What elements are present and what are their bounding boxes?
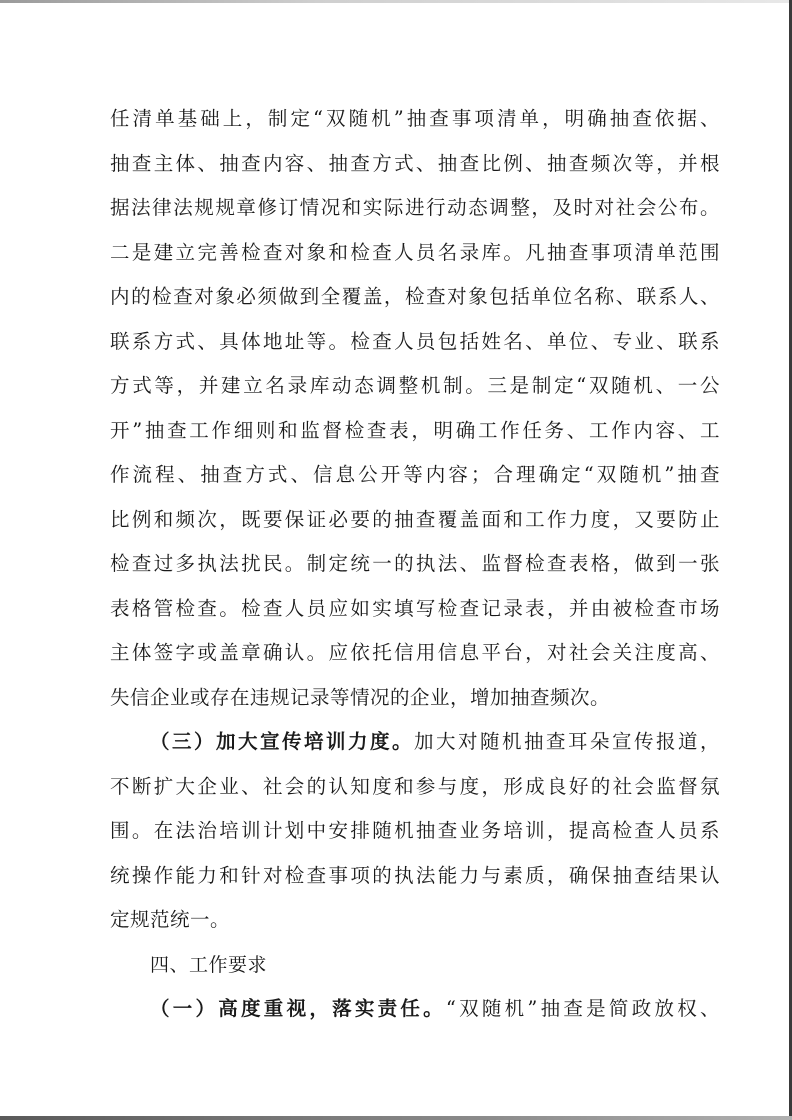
text-line: 不断扩大企业、社会的认知度和参与度，形成良好的社会监督氛 xyxy=(110,774,720,798)
paragraph-3 xyxy=(110,987,720,1032)
text-line: 统操作能力和针对检查事项的执法能力与素质，确保抽查结果认 xyxy=(110,863,720,887)
text-line: 主体签字或盖章确认。应依托信用信息平台，对社会关注度高、 xyxy=(110,641,720,664)
paragraph-heading-line xyxy=(110,720,720,765)
text-line: 检查过多执法扰民。制定统一的执法、监督检查表格，做到一张 xyxy=(110,552,720,575)
text-line: 抽查主体、抽查内容、抽查方式、抽查比例、抽查频次等，并根 xyxy=(110,151,720,175)
text-line: 定规范统一。 xyxy=(110,908,231,931)
text-line: 作流程、抽查方式、信息公开等内容；合理确定“双随机”抽查 xyxy=(110,463,720,486)
section-title: 四、工作要求 xyxy=(150,953,268,976)
scan-edge-top xyxy=(0,0,792,3)
text-line: 方式等，并建立名录库动态调整机制。三是制定“双随机、一公 xyxy=(110,374,720,397)
scan-edge-bottom xyxy=(0,1116,792,1120)
paragraph-2 xyxy=(110,720,720,943)
text-run: “双随机”抽查是简政放权、 xyxy=(445,997,720,1020)
text-line: 开”抽查工作细则和监督检查表，明确工作任务、工作内容、工 xyxy=(110,418,720,442)
document-page xyxy=(110,97,720,1032)
paragraph-1 xyxy=(110,97,720,720)
subsection-heading: （一）高度重视，落实责任。 xyxy=(150,997,446,1020)
text-line: 表格管检查。检查人员应如实填写检查记录表，并由被检查市场 xyxy=(110,596,720,620)
text-line: 围。在法治培训计划中安排随机抽查业务培训，提高检查人员系 xyxy=(110,819,720,842)
text-line: 据法律法规规章修订情况和实际进行动态调整，及时对社会公布。 xyxy=(110,196,720,219)
text-line: 失信企业或存在违规记录等情况的企业，增加抽查频次。 xyxy=(110,685,611,709)
text-line: 比例和频次，既要保证必要的抽查覆盖面和工作力度，又要防止 xyxy=(110,507,720,531)
paragraph-heading-line xyxy=(110,987,720,1032)
text-line: 联系方式、具体地址等。检查人员包括姓名、单位、专业、联系 xyxy=(110,329,720,353)
text-line: 二是建立完善检查对象和检查人员名录库。凡抽查事项清单范围 xyxy=(110,240,720,264)
subsection-heading: （三）加大宣传培训力度。 xyxy=(150,730,414,753)
text-run: 加大对随机抽查耳朵宣传报道， xyxy=(414,730,720,753)
text-line: 内的检查对象必须做到全覆盖，检查对象包括单位名称、联系人、 xyxy=(110,285,720,308)
text-line: 任清单基础上，制定“双随机”抽查事项清单，明确抽查依据、 xyxy=(110,107,720,130)
